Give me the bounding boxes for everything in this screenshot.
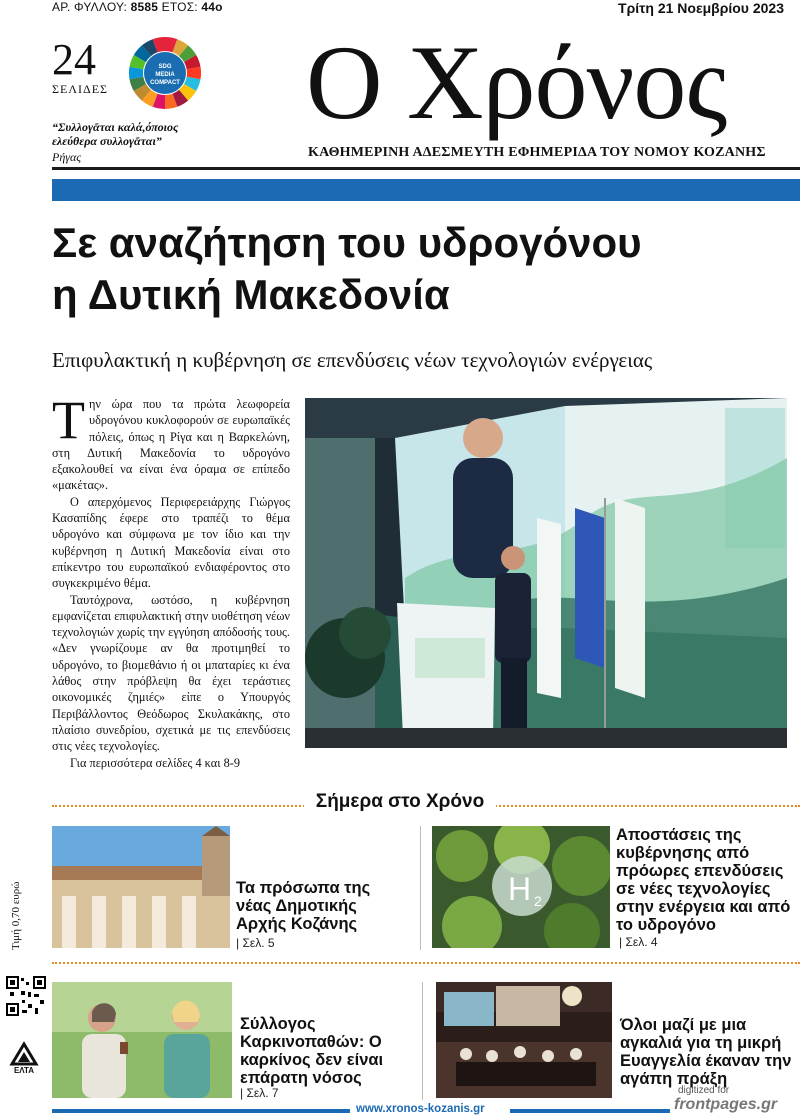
lead-headline-line-1: Σε αναζήτηση του υδρογόνου <box>52 219 642 266</box>
quote-author: Ρήγας <box>52 150 82 164</box>
issue-date: Τρίτη 21 Νοεμβρίου 2023 <box>618 0 784 16</box>
teaser-3-page: | Σελ. 7 <box>240 1086 279 1100</box>
svg-text:MEDIA: MEDIA <box>155 72 175 78</box>
svg-text:ΕΛΤΑ: ΕΛΤΑ <box>13 1066 35 1074</box>
newspaper-logo: Ο Χρόνος <box>306 24 727 141</box>
svg-text:COMPACT: COMPACT <box>150 80 180 86</box>
today-section-title: Σήμερα στο Χρόνο <box>0 791 800 813</box>
price-label: Τιμή 0,70 ευρώ <box>10 881 22 950</box>
article-continuation: Για περισσότερα σελίδες 4 και 8-9 <box>70 755 240 770</box>
teaser-1-thumbnail[interactable] <box>52 826 230 948</box>
website-link[interactable]: www.xronos-kozanis.gr <box>356 1103 485 1115</box>
teaser-3-thumbnail[interactable] <box>52 982 232 1098</box>
article-paragraph: Ταυτόχρονα, ωστόσο, η κυβέρνηση εμφανίζεται επιφυλακτική στην υιοθέτηση νέων τεχνολογιών χωρίς την εγγύηση απόδοσής τους. «Δεν γνωρίζουμε αν θα προτιμηθεί το υδρογόνο, το βιομεθάνιο ή οι μπαταρίες κι ένα λάθος στην πρόβλεψη θα έχει τεράστιες οικονομικές ζημιές» είπε ο Υπουργός Περιβάλλοντος Θεόδωρος Σκυλακάκης, στο πλαίσιο συνεδρίου, σχετικά με τις επενδύσεις στις νέες τεχνολογίες. <box>52 592 290 754</box>
teaser-2-title[interactable]: Αποστάσεις της κυβέρνησης από πρόωρες επενδύσεις σε νέες τεχνολογίες στην ενέργεια και από το υδρογόνο <box>616 826 791 934</box>
footer-rule-right <box>510 1109 670 1113</box>
masthead-quote: “Συλλογᾶται καλά,όποιος ελεύθερα συλλογᾶται” <box>52 120 179 148</box>
teaser-4-title[interactable]: Όλοι μαζί με μια αγκαλιά για τη μικρή Ευαγγελία έκαναν την αγάπη πράξη <box>620 1016 792 1088</box>
teaser-2-thumbnail[interactable] <box>432 826 610 948</box>
digitized-label: digitized for <box>678 1085 730 1096</box>
article-paragraph: Ο απερχόμενος Περιφερειάρχης Γιώργος Κασαπίδης έφερε στο τραπέζι το θέμα υδρογόνο και σύμφωνα με τον ίδιο και την κυβέρνηση η Δυτική Μακεδονία είναι στο επίκεντρο του ευρωπαϊκού ενδιαφέροντος στο συγκεκριμένο θέμα. <box>52 494 290 591</box>
footer-rule-left <box>52 1109 350 1113</box>
svg-text:2: 2 <box>534 893 542 909</box>
svg-text:H: H <box>508 871 532 907</box>
frontpages-watermark[interactable]: frontpages.gr <box>674 1096 778 1113</box>
article-paragraph: Την ώρα που τα πρώτα λεωφορεία υδρογόνου κυκλοφορούν σε ευρωπαϊκές πόλεις, όπως η Ρίγα και η Βαρκελώνη, στη Δυτική Μακεδονία το υδρογόνο εξακολουθεί να είναι ένα όραμα σε επίπεδο «μακέτας». <box>52 390 290 493</box>
lead-subhead: Επιφυλακτική η κυβέρνηση σε επενδύσεις νέων τεχνολογιών ενέργειας <box>52 348 653 372</box>
lead-article-body <box>52 390 290 771</box>
page-count: 24 <box>52 35 96 84</box>
teaser-separator <box>422 982 423 1100</box>
elta-postal-logo <box>6 1038 42 1074</box>
newspaper-tagline: ΚΑΘΗΜΕΡΙΝΗ ΑΔΕΣΜΕΥΤΗ ΕΦΗΜΕΡΙΔΑ ΤΟΥ ΝΟΜΟΥ ΚΟΖΑΝΗΣ <box>308 145 766 160</box>
teaser-1-title[interactable]: Τα πρόσωπα της νέας Δημοτικής Αρχής Κοζάνης <box>236 879 371 933</box>
lead-photo-conference[interactable] <box>305 398 787 748</box>
masthead-blue-band <box>52 179 800 201</box>
teaser-separator <box>420 826 421 950</box>
sdg-media-compact-logo <box>128 36 202 110</box>
page-count-label: ΣΕΛΙΔΕΣ <box>52 82 109 96</box>
svg-text:SDG: SDG <box>158 64 172 70</box>
lead-headline-line-2: η Δυτική Μακεδονία <box>52 271 450 318</box>
masthead-rule <box>52 167 800 170</box>
teaser-3-title[interactable]: Σύλλογος Καρκινοπαθών: Ο καρκίνος δεν είναι επάρατη νόσος <box>240 1015 384 1087</box>
lead-headline <box>52 217 792 321</box>
issue-info: ΑΡ. ΦΥΛΛΟΥ: 8585 ΕΤΟΣ: 44ο <box>52 0 223 14</box>
teaser-1-page: | Σελ. 5 <box>236 936 275 950</box>
qr-code-icon[interactable] <box>6 976 46 1016</box>
teaser-4-thumbnail[interactable] <box>436 982 612 1098</box>
teaser-2-page: | Σελ. 4 <box>619 935 658 949</box>
row-divider-dots <box>52 962 800 964</box>
drop-cap: Τ <box>52 390 85 450</box>
